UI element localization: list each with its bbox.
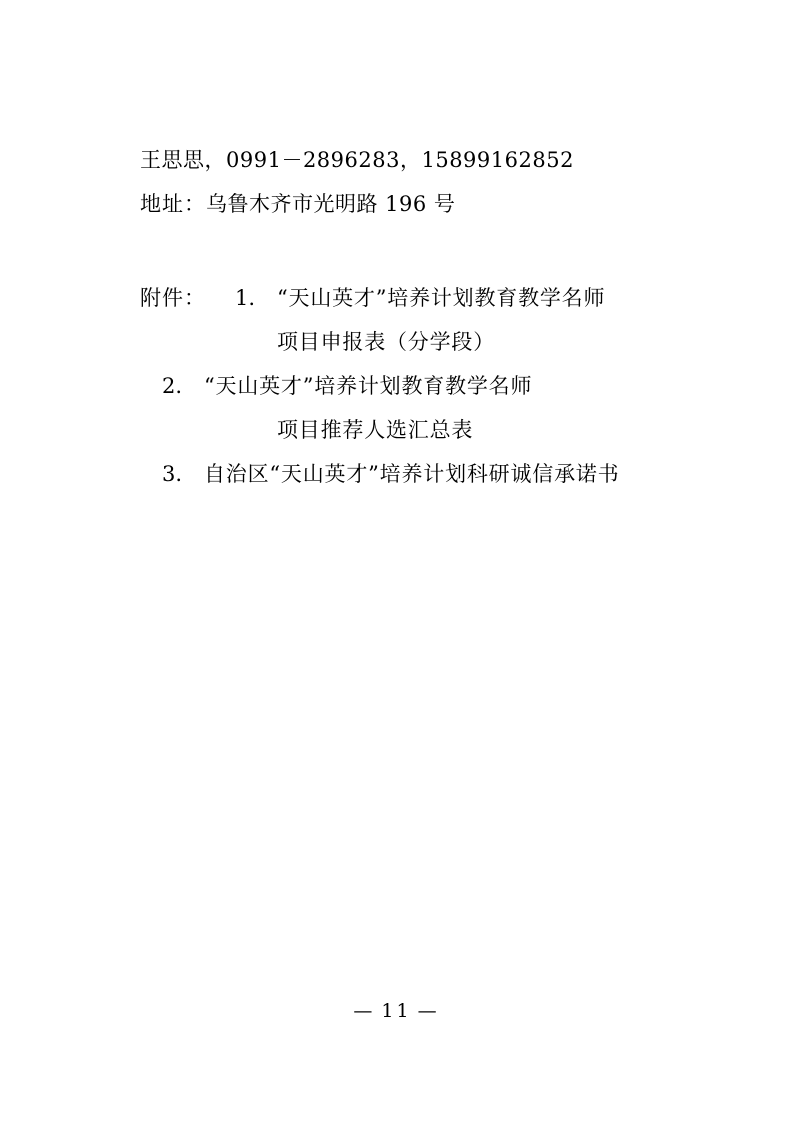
page-content [140, 138, 720, 496]
attachment-item-2 [162, 364, 720, 408]
attachment-indent-spacer [140, 320, 277, 364]
attachments-block [140, 276, 720, 496]
attachment-number-2: 2. [162, 374, 183, 398]
attachment-text-1-line2: 项目申报表（分学段） [277, 330, 495, 354]
attachment-indent-spacer [140, 408, 277, 452]
attachments-label: 附件： [140, 286, 206, 310]
attachment-item-3 [162, 452, 720, 496]
footer-page-number: 11 [381, 1000, 412, 1022]
contact-name-phone: 王思思，0991－2896283，15899162852 [140, 148, 574, 172]
attachment-item-1 [140, 276, 720, 320]
attachment-number-3: 3. [162, 462, 183, 486]
contact-address [140, 182, 720, 226]
attachment-text-2-line2: 项目推荐人选汇总表 [277, 418, 474, 442]
attachment-item-2-line2 [140, 408, 720, 452]
attachment-text-1-line1: “天山英才”培养计划教育教学名师 [277, 286, 606, 310]
attachment-item-1-line2 [140, 320, 720, 364]
attachment-text-2-line1: “天山英才”培养计划教育教学名师 [204, 374, 533, 398]
page-footer [0, 1000, 793, 1022]
contact-block [140, 138, 720, 226]
attachment-text-3-line1: 自治区“天山英才”培养计划科研诚信承诺书 [204, 462, 620, 486]
footer-right-dash: — [417, 1000, 440, 1022]
contact-address-label: 地址： [140, 192, 206, 216]
footer-left-dash: — [353, 1000, 376, 1022]
attachment-number-1: 1. [235, 286, 256, 310]
contact-address-value: 乌鲁木齐市光明路 196 号 [206, 192, 456, 216]
